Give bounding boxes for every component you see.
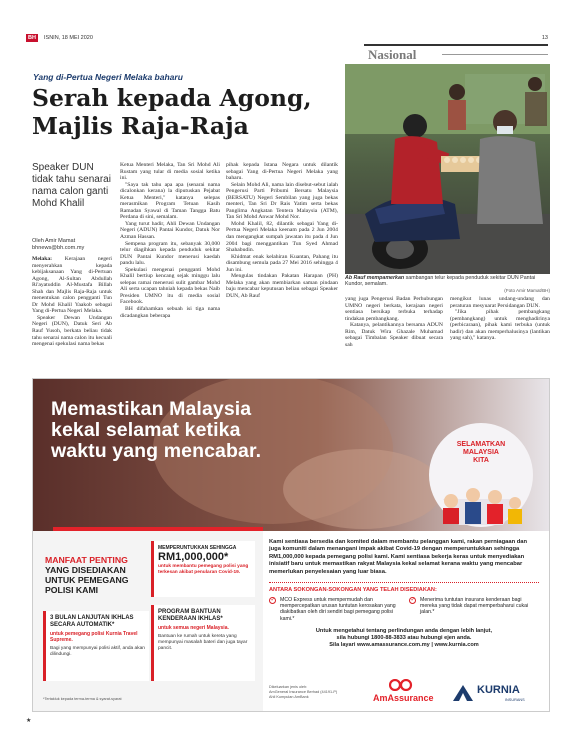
page-number: 13 [541, 35, 548, 41]
badge-line-3: KITA [473, 457, 489, 464]
ad-headline [51, 399, 261, 462]
article-column-5 [450, 296, 550, 368]
section-header [364, 44, 548, 62]
paragraph: "Jika pihak pembangkang (pembangkang) untuk menghadirinya (perbicaraan), pihak kami terbuka (untuk hadir) dan akan memperhalusinya (lantikan yang sah)," katanya. [450, 309, 550, 342]
benefits-title-line: MANFAAT PENTING [45, 555, 128, 565]
benefit-card-heading: PROGRAM BANTUAN KENDERAAN IKHLAS* [158, 609, 223, 622]
section-label: Nasional [368, 47, 417, 62]
paragraph: pihak kepada Istana Negara untuk dilantik sebagai Yang di-Pertua Negeri Melaka yang baharu. [226, 162, 338, 182]
benefits-title-line: YANG DISEDIAKAN [45, 565, 126, 575]
check-icon [269, 597, 276, 604]
paragraph: yang juga Pengerusi Badan Perhubungan UMNO negeri berkata, kerajaan negeri sentiasa bersikap terbuka terhadap tindakan pembangkang. [345, 296, 443, 322]
article-photo [345, 64, 550, 274]
paragraph: Mengulas tindakan Pakatan Harapan (PH) Melaka yang akan membiarkan saman pindaan baju mencabar keputusan beliau sebagai Speaker DUN, Ab Rauf [226, 273, 338, 299]
ad-intro: Kami sentiasa bersedia dan komited dalam membantu pelanggan kami, rakan perniagaan dan juga komuniti dalam menangani impak akibat Covid-19 dengan memperuntukkan sehingga RM1,000,000 kepada pemegang polisi kami. Kami sentiasa bekerja keras untuk menyediakan inisiatif baru untuk memastikan rakyat Malaysia kekal selamat kerana waktu yang mencabar memerlukan penyelesaian yang luar biasa. [269, 539, 528, 575]
benefit-card-allocation [151, 541, 255, 597]
caption-lead: Ab Rauf mempamerkan [345, 275, 405, 281]
benefit-card-vehicle [151, 605, 255, 681]
kurnia-mark-icon [451, 683, 475, 703]
paragraph: Katanya, pelantikannya bersama ADUN Rim, Datuk Wira Ghazale Muhamad sebagai Timbalan Speaker dibuat secara sah [345, 322, 443, 348]
contact-info [269, 628, 539, 649]
kurnia-subtitle: INSURANS [505, 698, 525, 702]
caption-text: sambangan telur kepada penduduk sekitar DUN Pantai Kundor, semalam. [345, 275, 536, 288]
terms-footnote: *Tertakluk kepada terma-terma & syarat-syarat [43, 697, 122, 701]
photo-credit: (Foto Amir Mamat/BH) [504, 287, 550, 293]
paragraph: BH difahamkan sebuah isi tiga nama dicadangkan beberapa [120, 306, 220, 319]
paragraph: Spekulasi mengenai pengganti Mohd Khalil bertiup kencang sejak minggu lalu selepas ramai menerusi sulit gambar Mohd Ali serta ucapan tahniah kepada bekas Naib Presiden UMNO itu di media sosial Facebook. [120, 266, 220, 306]
issue-date: ISNIN, 18 MEI 2020 [44, 35, 93, 41]
benefits-title-line: UNTUK PEMEGANG [45, 575, 129, 585]
contact-line: sila hubungi 1800-88-3833 atau hubungi ejen anda. [336, 635, 472, 642]
benefits-title [45, 555, 149, 595]
paragraph: Selain Mohd Ali, nama lain disebut-sebut ialah Pengerusi Parti Pribumi Bersatu Malaysia (BERSATU) Negeri Sembilan yang juga bekas menteri, Tan Sri Dr Rais Yatim serta bekas Panglima Angkatan Tentera Malaysia (ATM), Tan Sri Mohd Anwar Mohd Nor. [226, 181, 338, 221]
benefit-card-heading: 3 BULAN LANJUTAN IKHLAS SECARA AUTOMATIK* [50, 615, 134, 628]
paragraph: Sempena program itu, sebanyak 30,000 telur diagihkan kepada penduduk sekitar DUN Pantai Kundor menerusi kaedah pandu lalu. [120, 240, 220, 267]
support-point-1: MCO Express untuk mempermudah dan mempercepatkan urusan tuntutan kerosakan yang diakibatkan oleh diri sendiri bagi pemegang polisi kami.* [280, 597, 396, 622]
issuer-line: Ahli Kumpulan AmBank [269, 695, 309, 699]
amassurance-mark-icon [389, 679, 413, 691]
badge-line-2: MALAYSIA [463, 449, 499, 456]
article-column-3 [226, 162, 338, 368]
check-icon [409, 597, 416, 604]
byline-email: bhnews@bh.com.my [32, 244, 85, 251]
paragraph [32, 315, 112, 348]
ad-banner [33, 379, 550, 531]
benefit-card-heading: MEMPERUNTUKKAN SEHINGGA [158, 545, 237, 551]
headline-line-2: Majlis Raja-Raja [32, 112, 249, 140]
amassurance-logo [373, 679, 433, 709]
byline-author: Oleh Amir Mamat [32, 238, 76, 244]
amassurance-wordmark: AmAssurance [373, 693, 434, 703]
benefit-card-subtitle: untuk semua negeri Malaysia. [158, 625, 229, 631]
kurnia-wordmark: KURNIA [477, 684, 520, 696]
headline-line-1: Serah kepada Agong, [32, 84, 312, 112]
article-column-4 [345, 296, 443, 368]
ad-headline-line-1: Memastikan Malaysia [51, 398, 252, 420]
article-column-1 [32, 256, 112, 368]
issuer-note [269, 685, 337, 700]
dateline: Melaka: [32, 256, 53, 262]
article-byline [32, 238, 114, 251]
benefit-card-travel [43, 611, 149, 681]
paragraph: Khidmat enak kelahiran Kuantan, Pahang itu disambung semula pada 27 Mei 2016 sehingga 4 Jun ini. [226, 253, 338, 273]
support-point-2: Menerima tuntutan insurans kenderaan bagi mereka yang tidak dapat memperbaharui cukai jalan.* [420, 597, 529, 616]
article-headline [32, 84, 342, 140]
campaign-badge [441, 441, 521, 465]
ad-body [269, 539, 539, 649]
contact-line: Untuk mengetahui tentang perlindungan anda dengan lebih lanjut, [315, 628, 493, 635]
benefits-title-line: POLISI KAMI [45, 585, 99, 595]
benefit-card-description: Bantuan ke rumah untuk kereta yang mempunyai masalah bateri dan juga tayar pancit. [158, 634, 248, 651]
benefit-card-subtitle: untuk pemegang polisi Kurnia Travel Supreme. [50, 631, 138, 643]
section-rule [442, 54, 548, 55]
badge-line-1: SELAMATKAN [456, 441, 506, 448]
issuer-line: AmGeneral Insurance Berhad (44191-P) [269, 690, 338, 694]
benefit-card-subtitle: untuk membantu pemegang polisi yang terkesan akibat penularan Covid-19. [158, 564, 249, 575]
kurnia-logo [451, 681, 543, 709]
article-kicker: Yang di-Pertua Negeri Melaka baharu [33, 72, 183, 82]
contact-line: Sila layari www.amassurance.com.my | www.kurnia.com [329, 642, 479, 649]
benefit-card-amount: RM1,000,000* [158, 551, 229, 563]
article-column-2 [120, 162, 220, 368]
ad-details [33, 531, 550, 712]
ad-headline-line-2: kekal selamat ketika [51, 419, 241, 441]
advertisement [32, 378, 550, 712]
paragraph: "Saya tak tahu apa apa (senarai nama dicalonkan kerana) la diputuskan Pejabat Ketua Menteri," katanya selepas merasmikan Program Tetuan Kasih Ramadan Syawal di Taman Tangga Batu Perdana di sini, semalam. [120, 181, 220, 221]
paragraph: Yang turut hadir, Ahli Dewan Undangan Negeri (ADUN) Pantai Kundor, Datuk Nor Azman Hassan. [120, 220, 220, 241]
article-deck: Speaker DUN tidak tahu senarai nama calon ganti Mohd Khalil [32, 162, 111, 209]
bh-logo: BH [28, 35, 36, 41]
paragraph: Mohd Khalil, 82, dilantik sebagai Yang di-Pertua Negeri Melaka keenam pada 2 Jun 2004 dan mengangkat sumpah jawatan itu pada 4 Jun 2004 bagi menggantikan Tun Syed Ahmad Shahabudin. [226, 220, 338, 254]
footer-star-icon: ★ [26, 718, 32, 724]
paragraph [32, 256, 112, 315]
ad-headline-line-3: waktu yang mencabar. [51, 440, 262, 462]
support-points [269, 597, 539, 627]
paragraph-text: Speaker Dewan Undangan Negeri (DUN), Datuk Seri Ab Rauf Yusoh, berkata beliau tidak tahu senarai nama calon itu kecuali mengenai spekulasi nama bekas [32, 314, 112, 348]
benefit-card-description: Bagi yang mempunyai polisi aktif, anda akan dilindungi. [50, 646, 145, 657]
issuer-line: Dikeluarkan jenis oleh: [269, 685, 308, 689]
paragraph: Ketua Menteri Melaka, Tan Sri Mohd Ali Rustam yang tular di media sosial ketika ini. [120, 162, 220, 182]
photo-caption [345, 275, 550, 294]
paragraph-text: Kerajaan negeri menyerahkan kepada kebijaksanaan Yang di-Pertuan Agong, Al-Sultan Abdullah Ri'ayatuddin Al-Mustafa Billah Shah dan Majlis Raja-Raja untuk menentukan calon pengganti Tun Dr Mohd Khalil Yaakob sebagai Yang di-Pertua Negeri Melaka. [32, 256, 112, 315]
support-heading: ANTARA SOKONGAN-SOKONGAN YANG TELAH DISEDIAKAN: [269, 582, 539, 593]
paragraph: mengikut lunas undang-undang dan peraturan mesyuarat Persidangan DUN. [450, 296, 550, 309]
benefits-panel [33, 531, 263, 712]
photo-illustration [345, 64, 550, 274]
